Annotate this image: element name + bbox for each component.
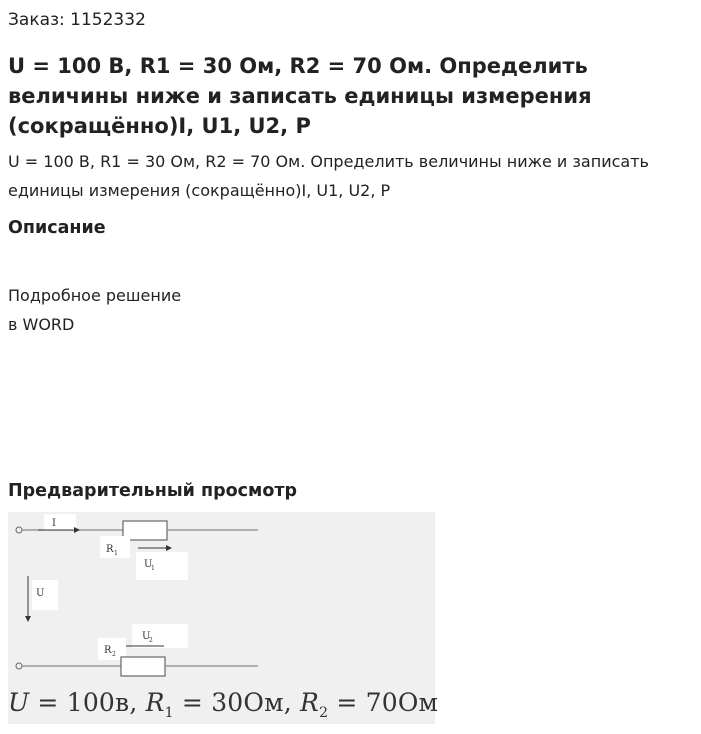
formula-r1-value: = 30Ом,	[173, 688, 301, 717]
formula-r2-value: = 70Ом	[328, 688, 439, 717]
u2-label: U	[142, 631, 151, 642]
u-arrowhead	[25, 616, 31, 622]
u2-subscript: 2	[149, 637, 153, 644]
given-values-formula	[8, 688, 438, 721]
current-label: I	[52, 518, 56, 529]
description-heading: Описание	[8, 218, 106, 238]
order-number: Заказ: 1152332	[8, 10, 146, 30]
preview-heading: Предварительный просмотр	[8, 481, 298, 501]
formula-r1-subscript: 1	[164, 705, 174, 721]
r2-label: R	[104, 645, 112, 656]
terminal-bottom	[16, 663, 22, 669]
current-label-box	[44, 514, 76, 530]
current-arrowhead	[74, 527, 80, 533]
u2-label-box	[132, 624, 188, 648]
formula-u-value: = 100в,	[29, 688, 146, 717]
formula-r2-symbol: R	[300, 688, 320, 717]
formula-r2-subscript: 2	[319, 705, 329, 721]
u1-label: U	[144, 559, 153, 570]
r1-subscript: 1	[114, 550, 118, 557]
u1-subscript: 1	[151, 565, 155, 572]
description-line: Подробное решение	[8, 286, 182, 305]
task-text: U = 100 В, R1 = 30 Ом, R2 = 70 Ом. Определить величины ниже и записать единицы измерения (сокращённо)I, U1, U2, P	[8, 152, 649, 200]
r2-subscript: 2	[112, 651, 116, 658]
formula-u-symbol: U	[8, 688, 30, 717]
r1-label: R	[106, 544, 114, 555]
formula-r1-symbol: R	[145, 688, 165, 717]
u-label: U	[36, 588, 45, 599]
description-body	[8, 281, 181, 339]
resistor-r2	[121, 657, 165, 676]
task-title: U = 100 В, R1 = 30 Ом, R2 = 70 Ом. Определить величины ниже и записать единицы измерения (сокращённо)I, U1, U2, P	[8, 54, 592, 138]
u1-arrowhead	[166, 545, 172, 551]
terminal-top	[16, 527, 22, 533]
description-line: в WORD	[8, 315, 75, 334]
